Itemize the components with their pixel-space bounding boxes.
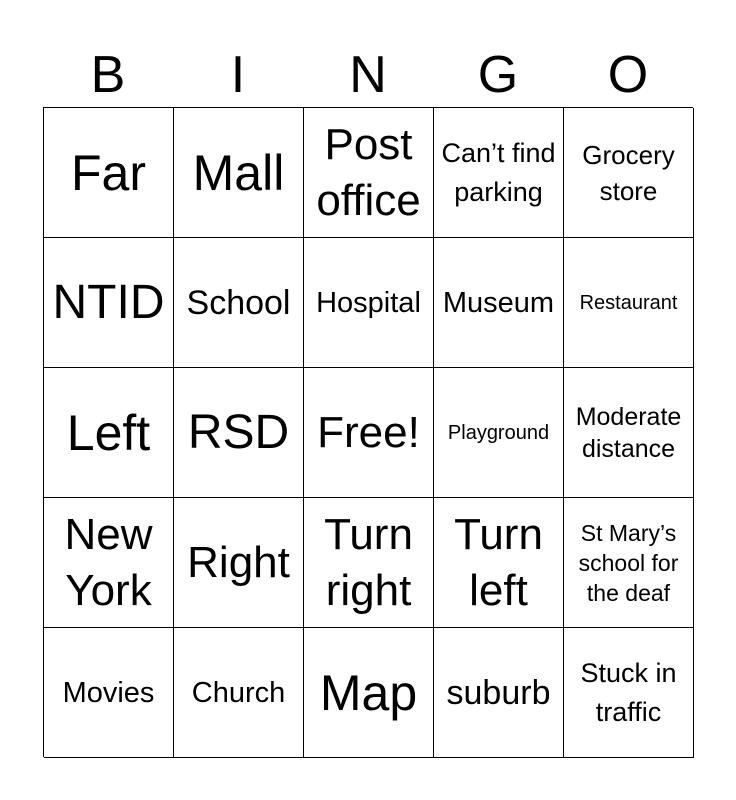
cell-label: Church: [191, 676, 286, 709]
bingo-cell[interactable]: [44, 628, 174, 758]
bingo-cell[interactable]: [174, 628, 304, 758]
header-letter-o: O: [607, 46, 649, 104]
cell-label: Far: [71, 144, 146, 201]
bingo-cell[interactable]: [174, 108, 304, 238]
bingo-cell[interactable]: [564, 368, 694, 498]
cell-label: Turn right: [324, 509, 413, 615]
cell-label: Grocery store: [582, 139, 675, 206]
bingo-cell[interactable]: [174, 368, 304, 498]
header-letter-n: N: [349, 46, 387, 104]
cell-label: School: [186, 283, 291, 322]
cell-label: New York: [64, 509, 153, 615]
cell-label: Hospital: [316, 286, 421, 319]
cell-label: Map: [319, 664, 418, 721]
header-letter-i: I: [230, 46, 246, 104]
cell-label: Restaurant: [579, 291, 678, 314]
bingo-cell[interactable]: [304, 498, 434, 628]
cell-label: Can’t find parking: [441, 137, 556, 207]
bingo-cell[interactable]: [44, 108, 174, 238]
header-letter-g: G: [477, 46, 519, 104]
cell-label: Post office: [316, 119, 421, 225]
bingo-cell[interactable]: [44, 238, 174, 368]
bingo-cell[interactable]: [434, 368, 564, 498]
cell-label: Stuck in traffic: [580, 657, 677, 727]
bingo-cell[interactable]: [434, 628, 564, 758]
bingo-cell[interactable]: [564, 238, 694, 368]
bingo-cell[interactable]: [564, 628, 694, 758]
bingo-cell[interactable]: [304, 238, 434, 368]
cell-label: Left: [66, 404, 151, 461]
bingo-cell[interactable]: [44, 498, 174, 628]
bingo-header: [43, 42, 693, 108]
bingo-cell[interactable]: [434, 108, 564, 238]
bingo-cell[interactable]: [564, 498, 694, 628]
bingo-cell[interactable]: [434, 238, 564, 368]
bingo-cell[interactable]: [174, 238, 304, 368]
bingo-cell[interactable]: [174, 498, 304, 628]
cell-label: Right: [187, 537, 290, 587]
cell-label: RSD: [187, 405, 290, 459]
cell-label: Turn left: [454, 509, 543, 615]
cell-label: Mall: [192, 144, 285, 201]
bingo-cell[interactable]: [304, 368, 434, 498]
cell-label: St Mary’s school for the deaf: [578, 519, 679, 606]
cell-label: Movies: [62, 676, 155, 709]
cell-label: NTID: [52, 275, 165, 329]
bingo-cell[interactable]: [564, 108, 694, 238]
cell-label: Playground: [447, 421, 550, 444]
cell-label: Museum: [442, 286, 555, 319]
bingo-cell[interactable]: [304, 108, 434, 238]
bingo-card: [43, 107, 693, 757]
cell-label: Moderate distance: [575, 402, 682, 463]
cell-label: suburb: [446, 673, 551, 712]
bingo-cell[interactable]: [44, 368, 174, 498]
header-letter-b: B: [90, 46, 126, 104]
cell-label: Free!: [317, 407, 420, 457]
bingo-cell[interactable]: [434, 498, 564, 628]
bingo-cell[interactable]: [304, 628, 434, 758]
